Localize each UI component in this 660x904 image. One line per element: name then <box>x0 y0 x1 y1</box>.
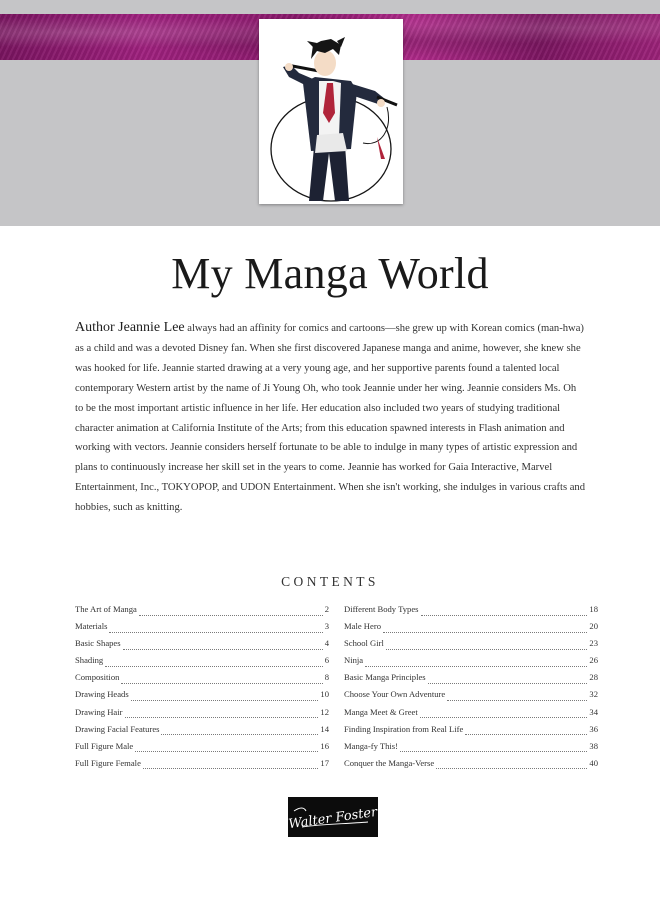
author-bio <box>75 318 587 518</box>
dot-leader <box>383 627 587 633</box>
toc-entry-page: 14 <box>320 723 329 734</box>
manga-boy-illustration <box>259 19 403 204</box>
toc-entry-page: 23 <box>589 638 598 649</box>
toc-entry[interactable] <box>344 621 598 638</box>
toc-entry[interactable] <box>75 707 329 724</box>
toc-entry-title: Shading <box>75 655 104 666</box>
dot-leader <box>420 712 588 718</box>
dot-leader <box>105 661 323 667</box>
toc-entry[interactable] <box>75 638 329 655</box>
dot-leader <box>135 746 318 752</box>
toc-entry-title: Manga Meet & Greet <box>344 706 418 717</box>
toc-entry-title: The Art of Manga <box>75 604 137 614</box>
dot-leader <box>386 644 588 650</box>
dot-leader <box>161 729 318 735</box>
toc-entry[interactable] <box>344 758 598 775</box>
toc-entry[interactable] <box>75 621 329 638</box>
toc-entry[interactable] <box>75 655 329 672</box>
cover-illustration <box>259 19 403 204</box>
walter-foster-logo <box>288 797 378 837</box>
toc-entry-page: 28 <box>589 672 598 683</box>
dot-leader <box>400 746 587 752</box>
toc-entry[interactable] <box>75 672 329 689</box>
dot-leader <box>131 695 319 701</box>
toc-entry-title: Full Figure Female <box>75 757 141 768</box>
toc-entry[interactable] <box>75 741 329 758</box>
toc-entry-title: Materials <box>75 621 108 632</box>
toc-entry-page: 26 <box>589 655 598 666</box>
toc-entry[interactable] <box>344 604 598 621</box>
toc-entry-title: Choose Your Own Adventure <box>344 689 446 700</box>
contents-heading: CONTENTS <box>281 574 379 589</box>
toc-entry-title: Composition <box>75 672 120 683</box>
toc-entry-page: 3 <box>324 621 329 632</box>
toc-entry-page: 2 <box>324 604 329 614</box>
toc-entry[interactable] <box>75 758 329 775</box>
toc-entry-page: 6 <box>324 655 329 666</box>
dot-leader <box>143 763 319 769</box>
toc-entry[interactable] <box>344 707 598 724</box>
toc-entry-title: Drawing Hair <box>75 706 123 717</box>
dot-leader <box>125 712 319 718</box>
svg-text:Walter Foster: Walter Foster <box>288 804 378 833</box>
toc-entry-title: Drawing Facial Features <box>75 723 160 734</box>
toc-entry-title: Conquer the Manga-Verse <box>344 757 435 768</box>
dot-leader <box>428 678 588 684</box>
toc-entry-page: 16 <box>320 740 329 751</box>
toc-entry-title: Different Body Types <box>344 604 419 614</box>
toc-entry-page: 20 <box>589 621 598 632</box>
toc-entry-title: Manga-fy This! <box>344 740 399 751</box>
toc-entry-page: 10 <box>320 689 329 700</box>
toc-entry[interactable] <box>75 604 329 621</box>
dot-leader <box>436 763 587 769</box>
dot-leader <box>465 729 587 735</box>
toc-entry-page: 4 <box>324 638 329 649</box>
toc-entry-title: Ninja <box>344 655 364 666</box>
toc-entry-page: 12 <box>320 706 329 717</box>
toc-entry[interactable] <box>344 689 598 706</box>
toc-entry[interactable] <box>344 638 598 655</box>
dot-leader <box>109 627 322 633</box>
toc-entry-page: 34 <box>589 706 598 717</box>
toc-entry-page: 32 <box>589 689 598 700</box>
dot-leader <box>139 610 323 616</box>
toc-entry[interactable] <box>344 655 598 672</box>
toc-entry[interactable] <box>75 689 329 706</box>
toc-entry-title: Finding Inspiration from Real Life <box>344 723 464 734</box>
bio-lead: Author Jeannie Lee <box>75 320 185 335</box>
dot-leader <box>123 644 323 650</box>
toc-entry[interactable] <box>75 724 329 741</box>
bio-text: always had an affinity for comics and cartoons—she grew up with Korean comics (man-hwa) as a child and was a devoted Disney fan. When she first discovered Japanese manga and anime, however, she knew she was hooked for life. Jeannie started drawing at a very young age, and her supportive parents found a talented local contemporary Western artist by the name of Ji Young Oh, who took Jeannie under her wing. Jeannie considers Ms. Oh to be the most important artistic influence in her life. Her education also included two years of studying traditional character animation at California Institute of the Arts; from this education spawned interests in Flash animation and working with vectors. Jeannie considers herself fortunate to be able to indulge in many types of artistic expression and plans to continuously increase her skill set in the years to come. Jeannie has worked for Gaia Interactive, Marvel Entertainment, Inc., TOKYOPOP, and UDON Entertainment. When she isn't working, she indulges in various crafts and hobbies, such as knitting. <box>75 323 586 514</box>
toc-entry-title: Male Hero <box>344 621 381 632</box>
toc-entry-page: 8 <box>324 672 329 683</box>
toc-entry-page: 17 <box>320 757 329 768</box>
toc-entry-title: Full Figure Male <box>75 740 134 751</box>
toc-entry[interactable] <box>344 672 598 689</box>
dot-leader <box>447 695 587 701</box>
toc-entry-title: Basic Shapes <box>75 638 121 649</box>
publisher-logo <box>288 797 378 837</box>
dot-leader <box>121 678 322 684</box>
dot-leader <box>365 661 587 667</box>
toc-entry-page: 38 <box>589 740 598 751</box>
dot-leader <box>421 610 588 616</box>
toc-entry-page: 18 <box>589 604 598 614</box>
toc-entry-title: Drawing Heads <box>75 689 129 700</box>
toc-right-column <box>344 604 598 775</box>
toc-entry[interactable] <box>344 724 598 741</box>
toc-entry-title: School Girl <box>344 638 384 649</box>
toc-entry[interactable] <box>344 741 598 758</box>
toc-entry-page: 40 <box>589 757 598 768</box>
toc-entry-page: 36 <box>589 723 598 734</box>
toc-entry-title: Basic Manga Principles <box>344 672 426 683</box>
toc-left-column <box>75 604 329 775</box>
page-title: My Manga World <box>171 249 489 298</box>
